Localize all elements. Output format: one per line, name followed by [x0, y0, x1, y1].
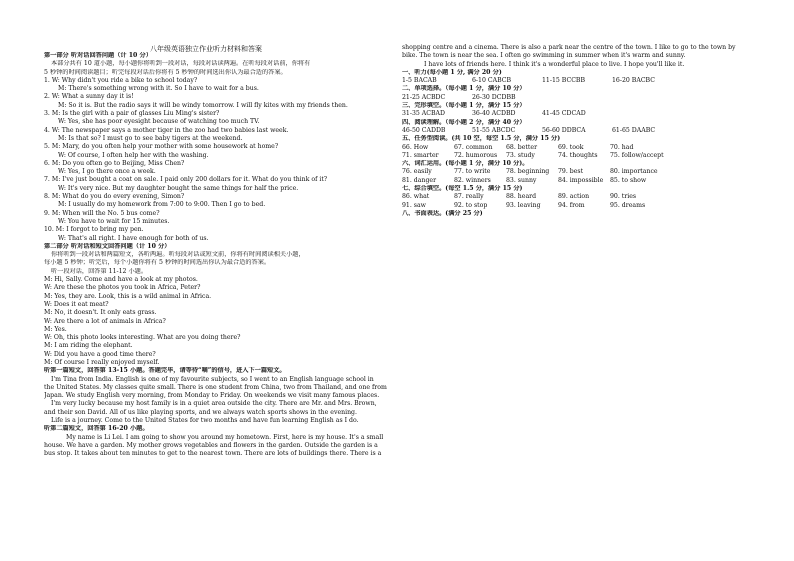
answer-cell: 26-30 DCDBB [472, 93, 516, 101]
passage1 [44, 376, 392, 426]
answer-cell: 75. follow/accept [610, 151, 664, 159]
answer-row [402, 202, 762, 210]
part1-intro: 本部分共有 10 道小题，每小题你将听到一段对话，每段对话读两遍。在听每段对话前，你将有 [51, 60, 311, 68]
answer-row [402, 193, 762, 201]
answer-cell: 76. easily [402, 168, 432, 176]
answer-cell: 16-20 BACBC [612, 77, 655, 85]
answer-cell: 68. better [506, 143, 538, 151]
part2-intro: 你将听到一段对话和两篇短文，各听两遍。听每段对话或短文前，你将有时间阅读相关小题， [51, 251, 305, 259]
answer-section-heading: 二、单项选择。（每小题 1 分，满分 10 分） [402, 85, 526, 93]
dialog-line: M: Hi, Sally. Come and have a look at my photos. [44, 276, 198, 284]
answer-cell: 88. heard [506, 193, 537, 201]
answer-cell: 56-60 DDBCA [542, 126, 586, 134]
answer-cell: 74. thoughts [558, 151, 598, 159]
answer-cell: 95. dreams [610, 201, 646, 209]
dialog-line: 1. W: Why didn't you ride a bike to school today? [44, 76, 198, 84]
passage-line: Japan. We study English very morning, from Monday to Friday. On weekends we visit many famous places. [44, 392, 380, 400]
answer-row [402, 168, 762, 176]
answer-section-heading: 四、阅读理解。（每小题 2 分，满分 40 分） [402, 118, 526, 126]
answer-cell: 51-55 ABCDC [472, 126, 516, 134]
passage-line: I have lots of friends here. I think it's a wonderful place to live. I hope you'll like it. [424, 60, 685, 68]
answer-cell: 87. really [454, 193, 484, 201]
dialog-line: W: Yes, I go there once a week. [58, 168, 156, 176]
right-column [402, 44, 762, 218]
dialog-line: 9. M: When will the No. 5 bus come? [44, 209, 160, 217]
dialog-line: W: Yes, she has poor eyesight because of watching too much TV. [58, 118, 260, 126]
passage-line: My name is Li Lei. I am going to show you around my hometown. First, here is my house. It's a small [66, 433, 384, 441]
dialog-line: 10. M: I forgot to bring my pen. [44, 226, 144, 234]
dialog-line: M: No, it doesn't. It only eats grass. [44, 309, 157, 317]
answer-cell: 36-40 ACDBD [472, 110, 516, 118]
answer-cell: 1-5 BACAB [402, 77, 437, 85]
part2-intro: 每小题 5 秒钟；听完后，每个小题你将有 5 秒钟的时间选出你认为最合适的答案。 [44, 259, 271, 267]
answer-section-heading: 七、综合填空。(每空 1.5 分，满分 15 分) [402, 185, 523, 193]
dialog-line: W: Oh, this photo looks interesting. What are you doing there? [44, 334, 241, 342]
dialog-line: W: It's very nice. But my daughter bought the same things for half the price. [58, 184, 299, 192]
passage-line: I'm Tina from India. English is one of my favourite subjects, so I went to an English language school in [51, 375, 374, 383]
passage-line: and their son David. All of us like playing sports, and we always watch sports shows in the evening. [44, 408, 357, 416]
dialog-line: W: Are there a lot of animals in Africa? [44, 317, 166, 325]
answer-cell: 83. sunny [506, 176, 537, 184]
dialog-line: 8. M: What do you do every evening, Simon? [44, 193, 185, 201]
answer-cell: 71. smarter [402, 151, 439, 159]
answer-cell: 91. saw [402, 201, 426, 209]
dialog-line: W: Of course, I often help her with the washing. [58, 151, 209, 159]
answer-key [402, 69, 762, 218]
answer-row [402, 144, 762, 152]
answer-row [402, 110, 762, 118]
part1-intro: 5 秒钟的时间阅读题目；听完每段对话后你将有 5 秒钟的时间选出你认为最合适的答案。 [44, 68, 287, 76]
answer-cell: 6-10 CABCB [472, 77, 512, 85]
answer-cell: 69. took [558, 143, 584, 151]
answer-section-heading: 三、完形填空。（每小题 1 分，满分 15 分） [402, 102, 526, 110]
dialog-line: M: There's something wrong with it. So I have to wait for a bus. [58, 85, 259, 93]
dialog-line: W: That's all right. I have enough for both of us. [58, 234, 209, 242]
answer-cell: 67. common [454, 143, 493, 151]
answer-cell: 80. importance [610, 168, 658, 176]
answer-section-heading: 六、词汇运用。(每小题 1 分，满分 10 分)。 [402, 160, 529, 168]
answer-cell: 79. best [558, 168, 584, 176]
answer-cell: 90. tries [610, 193, 637, 201]
part2-heading: 第二部分 听对话和短文回答问题（计 10 分） [44, 242, 171, 250]
answer-cell: 61-65 DAABC [612, 126, 656, 134]
passage-line: shopping centre and a cinema. There is also a park near the centre of the town. I like to go to the town by [402, 44, 736, 51]
passage2-continued [402, 44, 762, 69]
answer-cell: 41-45 CDCAD [542, 110, 586, 118]
passage-line: I'm very lucky because my host family is in a quiet area outside the city. There are Mr. and Mrs. Brown, [51, 400, 377, 408]
answer-row [402, 77, 762, 85]
passage-line: bus stop. It takes about ten minutes to get to the nearest town. There are lots of buildings there. There is a [44, 450, 382, 458]
answer-cell: 82. winners [454, 176, 491, 184]
answer-cell: 21-25 ACBDC [402, 93, 446, 101]
dialog-line: M: Of course I really enjoyed myself. [44, 358, 160, 366]
answer-cell: 66. How [402, 143, 429, 151]
answer-cell: 70. had [610, 143, 634, 151]
dialog-line: 3. M: Is the girl with a pair of glasses Liu Ming's sister? [44, 110, 220, 118]
answer-cell: 78. beginning [506, 168, 550, 176]
passage2-heading: 听第二篇短文，回答第 16-20 小题。 [44, 425, 149, 433]
answer-row [402, 177, 762, 185]
dialog-line: 2. W: What a sunny day it is! [44, 93, 134, 101]
dialog-line: W: Does it eat meat? [44, 300, 109, 308]
answer-cell: 72. humorous [454, 151, 498, 159]
answer-cell: 31-35 ACBAD [402, 110, 445, 118]
answer-cell: 77. to write [454, 168, 491, 176]
answer-section-heading: 五、任务型阅读。(共 10 空，每空 1.5 分，满分 15 分) [402, 135, 561, 143]
answer-section-heading: 一、听力(每小题 1 分, 满分 20 分) [402, 68, 502, 76]
dialog-line: 7. M: I've just bought a coat on sale. I paid only 200 dollars for it. What do you think of it? [44, 176, 328, 184]
answer-row [402, 94, 762, 102]
passage-line: Life is a journey. Come to the United States for two months and have fun learning English as I do. [51, 417, 359, 425]
dialog-heading: 听一段对话，回答第 11-12 小题。 [51, 267, 148, 275]
answer-cell: 73. study [506, 151, 535, 159]
dialog-line: M: I usually do my homework from 7:00 to 9:00. Then I go to bed. [58, 201, 266, 209]
passage2 [44, 434, 392, 459]
answer-cell: 11-15 BCCBB [542, 77, 586, 85]
passage-line: house. We have a garden. My mother grows vegetables and flowers in the garden. Outside the garden is a [44, 441, 378, 449]
answer-cell: 93. leaving [506, 201, 541, 209]
dialog-line: M: Is that so? I must go to see baby tigers at the weekend. [58, 134, 243, 142]
page-title: 八年级英语独立作业听力材料和答案 [150, 45, 262, 53]
left-column [44, 52, 392, 459]
answer-row [402, 127, 762, 135]
dialog-line: M: Yes. [44, 325, 67, 333]
dialog-list-2 [44, 276, 392, 367]
dialog-list-1 [44, 77, 392, 243]
answer-cell: 85. to show [610, 176, 647, 184]
answer-row [402, 152, 762, 160]
part1-heading: 第一部分 听对话回答问题（计 10 分） [44, 52, 152, 59]
answer-section-heading: 八、书面表达。(满分 25 分) [402, 209, 483, 217]
dialog-line: W: Are these the photos you took in Africa, Peter? [44, 284, 201, 292]
answer-cell: 84. impossible [558, 176, 604, 184]
dialog-line: M: Yes, they are. Look, this is a wild animal in Africa. [44, 292, 212, 300]
dialog-line: M: I am riding the elephant. [44, 342, 133, 350]
passage1-heading: 听第一篇短文，回答第 13-15 小题。答题完毕，请等待“嘀”的信号，进入下一篇短文。 [44, 367, 286, 375]
dialog-line: 4. W: The newspaper says a mother tiger in the zoo had two babies last week. [44, 126, 289, 134]
answer-cell: 89. action [558, 193, 590, 201]
answer-cell: 81. danger [402, 176, 437, 184]
answer-cell: 94. from [558, 201, 585, 209]
dialog-line: W: Did you have a good time there? [44, 350, 156, 358]
answer-cell: 46-50 CADDB [402, 126, 446, 134]
passage-line: bike. The town is near the sea. I often go swimming in summer when it's warm and sunny. [402, 52, 686, 60]
dialog-line: 5. M: Mary, do you often help your mother with some housework at home? [44, 143, 279, 151]
dialog-line: 6. M: Do you often go to Beijing, Miss Chen? [44, 159, 185, 167]
dialog-line: M: So it is. But the radio says it will be windy tomorrow. I will fly kites with my friends then. [58, 101, 348, 109]
passage-line: the United States. My classes quite small. There is one student from China, two from Thailand, and one from [44, 383, 387, 391]
dialog-line: W: You have to wait for 15 minutes. [58, 217, 170, 225]
answer-cell: 92. to stop [454, 201, 488, 209]
answer-cell: 86. what [402, 193, 430, 201]
